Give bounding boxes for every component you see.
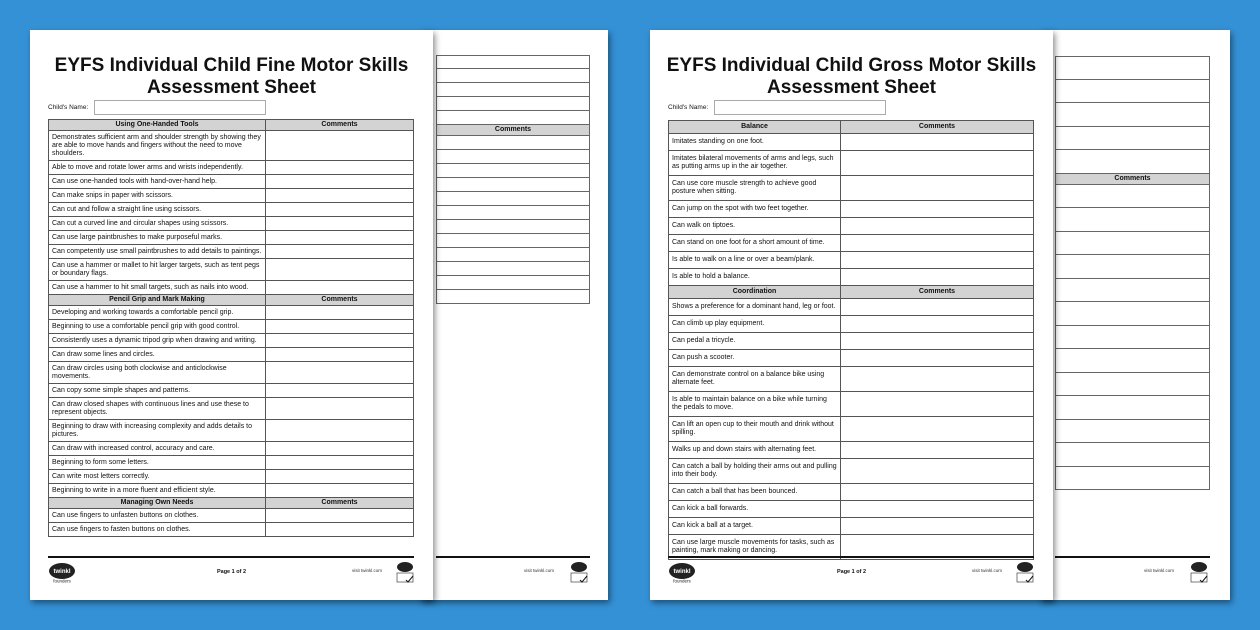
table-row bbox=[669, 176, 1034, 201]
comments-heading: Comments bbox=[266, 120, 414, 131]
skill-cell: Can cut and follow a straight line using scissors. bbox=[49, 203, 266, 217]
skill-cell: Imitates standing on one foot. bbox=[669, 134, 841, 151]
comment-cell[interactable] bbox=[841, 518, 1034, 535]
skill-cell: Can write most letters correctly. bbox=[49, 470, 266, 484]
back-table-row bbox=[436, 55, 590, 69]
footer-rule bbox=[48, 556, 414, 558]
back-table-row bbox=[1055, 349, 1210, 373]
table-row bbox=[49, 161, 414, 175]
table-row bbox=[49, 259, 414, 281]
table-row bbox=[49, 348, 414, 362]
skill-cell: Beginning to use a comfortable pencil grip with good control. bbox=[49, 320, 266, 334]
skill-cell: Can jump on the spot with two feet together. bbox=[669, 201, 841, 218]
comment-cell[interactable] bbox=[266, 348, 414, 362]
skill-cell: Can use fingers to fasten buttons on clothes. bbox=[49, 523, 266, 537]
section-header bbox=[49, 295, 414, 306]
skill-cell: Can climb up play equipment. bbox=[669, 316, 841, 333]
table-row bbox=[669, 518, 1034, 535]
comment-cell[interactable] bbox=[841, 333, 1034, 350]
back-table-row bbox=[436, 164, 590, 178]
twinkl-badge-icon bbox=[1190, 561, 1208, 583]
table-row bbox=[49, 484, 414, 498]
table-row bbox=[669, 299, 1034, 316]
comment-cell[interactable] bbox=[841, 501, 1034, 518]
table-row bbox=[669, 134, 1034, 151]
childs-name-label: Child's Name: bbox=[668, 104, 709, 111]
skill-cell: Can walk on tiptoes. bbox=[669, 218, 841, 235]
back-table-row bbox=[1055, 467, 1210, 491]
section-header bbox=[49, 498, 414, 509]
table-row bbox=[49, 281, 414, 295]
table-row bbox=[669, 392, 1034, 417]
table-row bbox=[49, 306, 414, 320]
comment-cell[interactable] bbox=[266, 320, 414, 334]
table-row bbox=[49, 398, 414, 420]
table-row bbox=[669, 201, 1034, 218]
visit-link[interactable]: visit twinkl.com bbox=[524, 568, 555, 573]
comment-cell[interactable] bbox=[266, 334, 414, 348]
skill-cell: Is able to hold a balance. bbox=[669, 269, 841, 286]
back-table-row bbox=[1055, 420, 1210, 444]
table-row bbox=[669, 252, 1034, 269]
fine-motor-page-2 bbox=[420, 30, 608, 600]
comment-cell[interactable] bbox=[841, 367, 1034, 392]
skill-cell: Shows a preference for a dominant hand, leg or foot. bbox=[669, 299, 841, 316]
table-row bbox=[49, 245, 414, 259]
table-row bbox=[49, 334, 414, 348]
skill-cell: Can pedal a tricycle. bbox=[669, 333, 841, 350]
skill-cell: Can demonstrate control on a balance bike using alternate feet. bbox=[669, 367, 841, 392]
skill-cell: Consistently uses a dynamic tripod grip when drawing and writing. bbox=[49, 334, 266, 348]
table-row bbox=[49, 217, 414, 231]
back-table-row bbox=[1055, 302, 1210, 326]
comment-cell[interactable] bbox=[266, 442, 414, 456]
svg-text:twinkl: twinkl bbox=[673, 569, 691, 575]
section-heading: Using One-Handed Tools bbox=[49, 120, 266, 131]
comment-cell[interactable] bbox=[266, 384, 414, 398]
back-table-row bbox=[436, 290, 590, 304]
back-table-row bbox=[436, 234, 590, 248]
back-table-row bbox=[436, 220, 590, 234]
skill-cell: Beginning to form some letters. bbox=[49, 456, 266, 470]
skill-cell: Can catch a ball by holding their arms out and pulling into their body. bbox=[669, 459, 841, 484]
skill-cell: Can draw with increased control, accuracy and care. bbox=[49, 442, 266, 456]
page-title bbox=[650, 55, 1053, 99]
title-line-1: EYFS Individual Child Fine Motor Skills bbox=[54, 55, 409, 76]
section-header bbox=[49, 120, 414, 131]
back-table-row bbox=[1055, 326, 1210, 350]
fine-motor-table bbox=[48, 119, 414, 537]
comment-cell[interactable] bbox=[266, 245, 414, 259]
table-row bbox=[669, 218, 1034, 235]
table-row bbox=[669, 269, 1034, 286]
comment-cell[interactable] bbox=[841, 252, 1034, 269]
table-row bbox=[669, 484, 1034, 501]
comment-cell[interactable] bbox=[266, 189, 414, 203]
footer-rule bbox=[668, 556, 1034, 558]
comment-cell[interactable] bbox=[841, 350, 1034, 367]
skill-cell: Can use one-handed tools with hand-over-hand help. bbox=[49, 175, 266, 189]
skill-cell: Can cut a curved line and circular shapes using scissors. bbox=[49, 217, 266, 231]
svg-text:founders: founders bbox=[53, 578, 71, 584]
comment-cell[interactable] bbox=[266, 456, 414, 470]
back-table-row bbox=[436, 69, 590, 83]
back-table-row bbox=[436, 178, 590, 192]
skill-cell: Can use large paintbrushes to make purposeful marks. bbox=[49, 231, 266, 245]
back-table-row bbox=[1055, 208, 1210, 232]
comment-cell[interactable] bbox=[841, 392, 1034, 417]
back-table bbox=[1055, 56, 1210, 490]
comments-heading: Comments bbox=[841, 286, 1034, 299]
fine-motor-page-1 bbox=[30, 30, 433, 600]
skill-cell: Can competently use small paintbrushes to add details to paintings. bbox=[49, 245, 266, 259]
visit-link[interactable]: visit twinkl.com bbox=[972, 568, 1003, 573]
table-row bbox=[49, 362, 414, 384]
skill-cell: Can use core muscle strength to achieve good posture when sitting. bbox=[669, 176, 841, 201]
skill-cell: Can draw some lines and circles. bbox=[49, 348, 266, 362]
visit-link[interactable]: visit twinkl.com bbox=[352, 568, 383, 573]
skill-cell: Can lift an open cup to their mouth and drink without spilling. bbox=[669, 417, 841, 442]
back-table-row bbox=[1055, 103, 1210, 127]
comment-cell[interactable] bbox=[841, 459, 1034, 484]
table-row bbox=[49, 442, 414, 456]
comment-cell[interactable] bbox=[266, 161, 414, 175]
table-row bbox=[669, 417, 1034, 442]
table-row bbox=[669, 459, 1034, 484]
comment-cell[interactable] bbox=[841, 484, 1034, 501]
comment-cell[interactable] bbox=[841, 134, 1034, 151]
skill-cell: Demonstrates sufficient arm and shoulder strength by showing they are able to move hands and fingers without the need to move shoulders. bbox=[49, 131, 266, 161]
table-row bbox=[669, 235, 1034, 252]
skill-cell: Can make snips in paper with scissors. bbox=[49, 189, 266, 203]
twinkl-badge-icon bbox=[570, 561, 588, 583]
title-line-2: Assessment Sheet bbox=[767, 77, 936, 98]
section-header bbox=[669, 121, 1034, 134]
table-row bbox=[49, 509, 414, 523]
table-row bbox=[49, 189, 414, 203]
skill-cell: Can use a hammer to hit small targets, such as nails into wood. bbox=[49, 281, 266, 295]
table-row bbox=[669, 367, 1034, 392]
skill-cell: Can draw closed shapes with continuous lines and use these to represent objects. bbox=[49, 398, 266, 420]
comment-cell[interactable] bbox=[266, 131, 414, 161]
back-table bbox=[436, 55, 590, 304]
childs-name-row bbox=[668, 100, 886, 115]
skill-cell: Beginning to draw with increasing complexity and adds details to pictures. bbox=[49, 420, 266, 442]
skill-cell: Can use large muscle movements for tasks, such as painting, mark making or dancing. bbox=[669, 535, 841, 560]
back-table-row bbox=[436, 248, 590, 262]
skill-cell: Can kick a ball forwards. bbox=[669, 501, 841, 518]
table-row bbox=[669, 442, 1034, 459]
twinkl-badge-icon bbox=[396, 561, 414, 583]
section-heading: Balance bbox=[669, 121, 841, 134]
section-header bbox=[669, 286, 1034, 299]
table-row bbox=[49, 523, 414, 537]
comment-cell[interactable] bbox=[841, 235, 1034, 252]
childs-name-label: Child's Name: bbox=[48, 104, 89, 111]
table-row bbox=[49, 131, 414, 161]
table-row bbox=[49, 231, 414, 245]
comment-cell[interactable] bbox=[266, 420, 414, 442]
comment-cell[interactable] bbox=[266, 398, 414, 420]
back-table-row bbox=[1055, 396, 1210, 420]
back-table-row bbox=[436, 97, 590, 111]
back-table-row bbox=[1055, 279, 1210, 303]
gross-motor-page-1 bbox=[650, 30, 1053, 600]
title-line-1: EYFS Individual Child Gross Motor Skills bbox=[666, 55, 1037, 76]
skill-cell: Beginning to write in a more fluent and efficient style. bbox=[49, 484, 266, 498]
comment-cell[interactable] bbox=[841, 218, 1034, 235]
svg-text:founders: founders bbox=[673, 578, 691, 584]
back-table-row bbox=[436, 276, 590, 290]
skill-cell: Can copy some simple shapes and patterns. bbox=[49, 384, 266, 398]
comment-cell[interactable] bbox=[841, 316, 1034, 333]
comment-cell[interactable] bbox=[266, 259, 414, 281]
table-row bbox=[49, 320, 414, 334]
comment-cell[interactable] bbox=[841, 442, 1034, 459]
table-row bbox=[669, 316, 1034, 333]
gross-motor-page-2 bbox=[1040, 30, 1230, 600]
comment-cell[interactable] bbox=[266, 484, 414, 498]
skill-cell: Can draw circles using both clockwise and anticlockwise movements. bbox=[49, 362, 266, 384]
back-table-row bbox=[1055, 127, 1210, 151]
svg-text:twinkl: twinkl bbox=[53, 569, 71, 575]
skill-cell: Developing and working towards a comfortable pencil grip. bbox=[49, 306, 266, 320]
back-table-row bbox=[1055, 150, 1210, 174]
comments-heading: Comments bbox=[841, 121, 1034, 134]
table-row bbox=[669, 350, 1034, 367]
comment-cell[interactable] bbox=[841, 151, 1034, 176]
skill-cell: Can push a scooter. bbox=[669, 350, 841, 367]
footer-rule bbox=[436, 556, 590, 558]
back-table-row bbox=[1055, 185, 1210, 209]
table-row bbox=[669, 501, 1034, 518]
back-table-row bbox=[436, 111, 590, 125]
section-heading: Managing Own Needs bbox=[49, 498, 266, 509]
back-table-row bbox=[1055, 232, 1210, 256]
skill-cell: Able to move and rotate lower arms and wrists independently. bbox=[49, 161, 266, 175]
comment-cell[interactable] bbox=[266, 306, 414, 320]
skill-cell: Is able to maintain balance on a bike while turning the pedals to move. bbox=[669, 392, 841, 417]
title-line-2: Assessment Sheet bbox=[147, 77, 316, 98]
back-table-row bbox=[436, 150, 590, 164]
childs-name-row bbox=[48, 100, 266, 115]
table-row bbox=[49, 384, 414, 398]
skill-cell: Can catch a ball that has been bounced. bbox=[669, 484, 841, 501]
back-table-row bbox=[436, 192, 590, 206]
comment-cell[interactable] bbox=[266, 175, 414, 189]
back-table-row bbox=[436, 262, 590, 276]
back-table-row bbox=[1055, 373, 1210, 397]
back-comments-heading: Comments bbox=[436, 125, 590, 136]
table-row bbox=[49, 420, 414, 442]
childs-name-field[interactable] bbox=[94, 100, 266, 115]
comment-cell[interactable] bbox=[841, 417, 1034, 442]
page-number: Page 1 of 2 bbox=[216, 569, 247, 575]
comment-cell[interactable] bbox=[266, 281, 414, 295]
comment-cell[interactable] bbox=[266, 470, 414, 484]
childs-name-field[interactable] bbox=[714, 100, 886, 115]
back-table-row bbox=[1055, 443, 1210, 467]
back-table-row bbox=[1055, 80, 1210, 104]
back-table-row bbox=[436, 83, 590, 97]
section-heading: Coordination bbox=[669, 286, 841, 299]
page-number: Page 1 of 2 bbox=[836, 569, 867, 575]
twinkl-badge-icon bbox=[1016, 561, 1034, 583]
table-row bbox=[669, 151, 1034, 176]
comment-cell[interactable] bbox=[841, 201, 1034, 218]
back-table-row bbox=[1055, 56, 1210, 80]
footer-rule bbox=[1055, 556, 1210, 558]
comment-cell[interactable] bbox=[266, 509, 414, 523]
back-comments-heading: Comments bbox=[1055, 174, 1210, 185]
visit-link[interactable]: visit twinkl.com bbox=[1144, 568, 1175, 573]
table-row bbox=[49, 470, 414, 484]
comment-cell[interactable] bbox=[841, 176, 1034, 201]
skill-cell: Can use a hammer or mallet to hit larger targets, such as tent pegs or boundary flags. bbox=[49, 259, 266, 281]
comment-cell[interactable] bbox=[266, 217, 414, 231]
comment-cell[interactable] bbox=[266, 523, 414, 537]
comment-cell[interactable] bbox=[841, 269, 1034, 286]
comment-cell[interactable] bbox=[266, 203, 414, 217]
table-row bbox=[49, 456, 414, 470]
skill-cell: Imitates bilateral movements of arms and legs, such as putting arms up in the air together. bbox=[669, 151, 841, 176]
table-row bbox=[49, 203, 414, 217]
comments-heading: Comments bbox=[266, 498, 414, 509]
skill-cell: Can kick a ball at a target. bbox=[669, 518, 841, 535]
skill-cell: Can use fingers to unfasten buttons on clothes. bbox=[49, 509, 266, 523]
page-title bbox=[30, 55, 433, 99]
comment-cell[interactable] bbox=[266, 362, 414, 384]
skill-cell: Can stand on one foot for a short amount of time. bbox=[669, 235, 841, 252]
skill-cell: Walks up and down stairs with alternating feet. bbox=[669, 442, 841, 459]
table-row bbox=[49, 175, 414, 189]
comment-cell[interactable] bbox=[266, 231, 414, 245]
section-heading: Pencil Grip and Mark Making bbox=[49, 295, 266, 306]
gross-motor-table bbox=[668, 120, 1034, 560]
comment-cell[interactable] bbox=[841, 299, 1034, 316]
table-row bbox=[669, 333, 1034, 350]
comments-heading: Comments bbox=[266, 295, 414, 306]
skill-cell: Is able to walk on a line or over a beam/plank. bbox=[669, 252, 841, 269]
back-table-row bbox=[1055, 255, 1210, 279]
back-table-row bbox=[436, 206, 590, 220]
back-table-row bbox=[436, 136, 590, 150]
